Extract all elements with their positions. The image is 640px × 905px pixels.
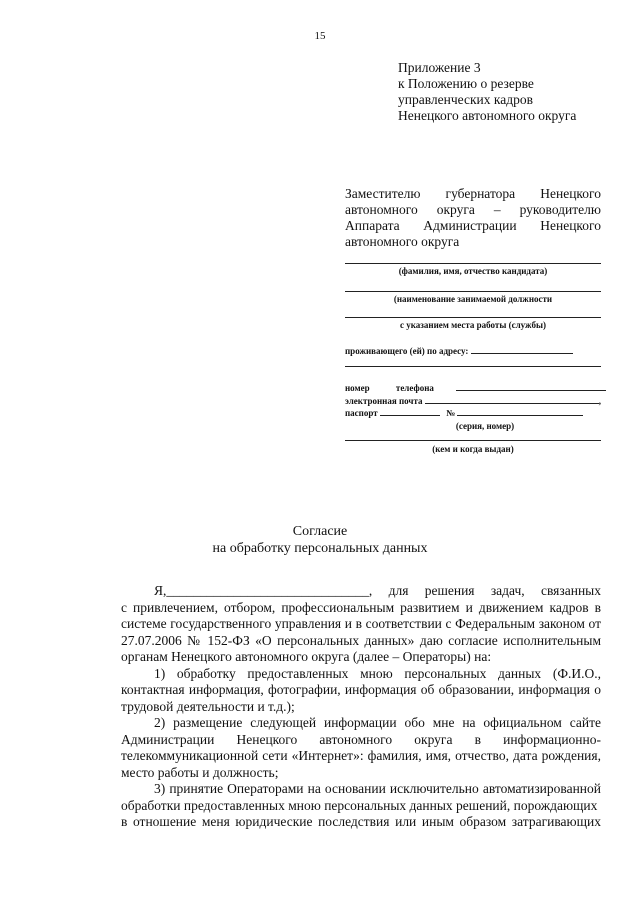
appendix-line: управленческих кадров (398, 92, 533, 107)
address-blank[interactable] (471, 345, 573, 354)
title-subline: на обработку персональных данных (212, 541, 428, 556)
consent-item-3: 3) принятие Операторами на основании исключительно автоматизированной обработки предоставленных мною персональных данных решений, порождающих (121, 781, 601, 813)
address-blank-line (345, 366, 601, 367)
workplace-caption: с указанием места работы (службы) (400, 320, 546, 330)
position-field[interactable] (345, 291, 601, 305)
issued-field[interactable] (345, 440, 601, 455)
fio-blank-line (345, 263, 601, 264)
title-line: Согласие (292, 524, 348, 539)
address-row (345, 345, 573, 357)
issued-caption: (кем и когда выдан) (432, 444, 514, 454)
workplace-field[interactable] (345, 317, 601, 331)
consent-body (121, 583, 601, 831)
phone-label: номер телефона (345, 383, 434, 393)
passport-row (345, 407, 583, 419)
appendix-header (398, 60, 576, 124)
series-caption-block (440, 419, 530, 432)
phone-row (345, 382, 606, 394)
workplace-blank-line (345, 317, 601, 318)
email-label: электронная почта (345, 396, 423, 406)
consent-first-line: Я,______________________________, для решения задач, связанных (154, 583, 601, 598)
consent-item-1: 1) обработку предоставленных мною персональных данных (Ф.И.О., контактная информация, фотографии, информация об образовании, информация о трудовой деятельности и т.д.); (121, 665, 601, 714)
addressee-line: автономного округа (345, 234, 460, 249)
appendix-line: Ненецкого автономного округа (398, 108, 577, 123)
consent-item-2: 2) размещение следующей информации обо мне на официальном сайте Администрации Ненецкого автономного округа в информационно-телекоммуникационной сети «Интернет»: фамилия, имя, отчество, дата рождения, место работы и должность; (121, 715, 601, 780)
address-label: проживающего (ей) по адресу: (345, 346, 469, 356)
position-caption: (наименование занимаемой должности (393, 294, 553, 304)
appendix-line: Приложение 3 (398, 60, 481, 75)
passport-label: паспорт (345, 408, 378, 418)
phone-blank[interactable] (456, 382, 606, 391)
series-caption: (серия, номер) (455, 421, 515, 431)
email-row (345, 395, 601, 407)
position-blank-line (345, 291, 601, 292)
addressee-line: Заместителю губернатора Ненецкого (345, 186, 601, 201)
appendix-line: к Положению о резерве (398, 76, 534, 91)
addressee-line: Аппарата Администрации Ненецкого (345, 218, 601, 233)
addressee-block (345, 186, 601, 250)
address-second-line[interactable] (345, 366, 601, 367)
email-blank[interactable] (425, 395, 602, 406)
issued-blank-line (345, 440, 601, 441)
fio-field[interactable] (345, 263, 601, 277)
passport-series-blank[interactable] (380, 407, 440, 416)
page-number: 15 (314, 30, 326, 42)
consent-item-3-continued: в отношение меня юридические последствия или иным образом затрагивающих (121, 814, 601, 829)
consent-intro: с привлечением, отбором, профессиональным развитием и движением кадров в системе государственного управления и в соответствии с Федеральным законом от 27.07.2006 № 152-ФЗ «О персональных данных» даю согласие исполнительным органам Ненецкого автономного округа (далее – Операторы) на: (121, 599, 601, 664)
addressee-line: автономного округа – руководителю (345, 202, 601, 217)
document-title (0, 523, 640, 557)
email-end: , (598, 396, 602, 406)
fio-caption: (фамилия, имя, отчество кандидата) (398, 266, 548, 276)
passport-number-sign: № (446, 408, 456, 418)
passport-number-blank[interactable] (457, 407, 583, 416)
